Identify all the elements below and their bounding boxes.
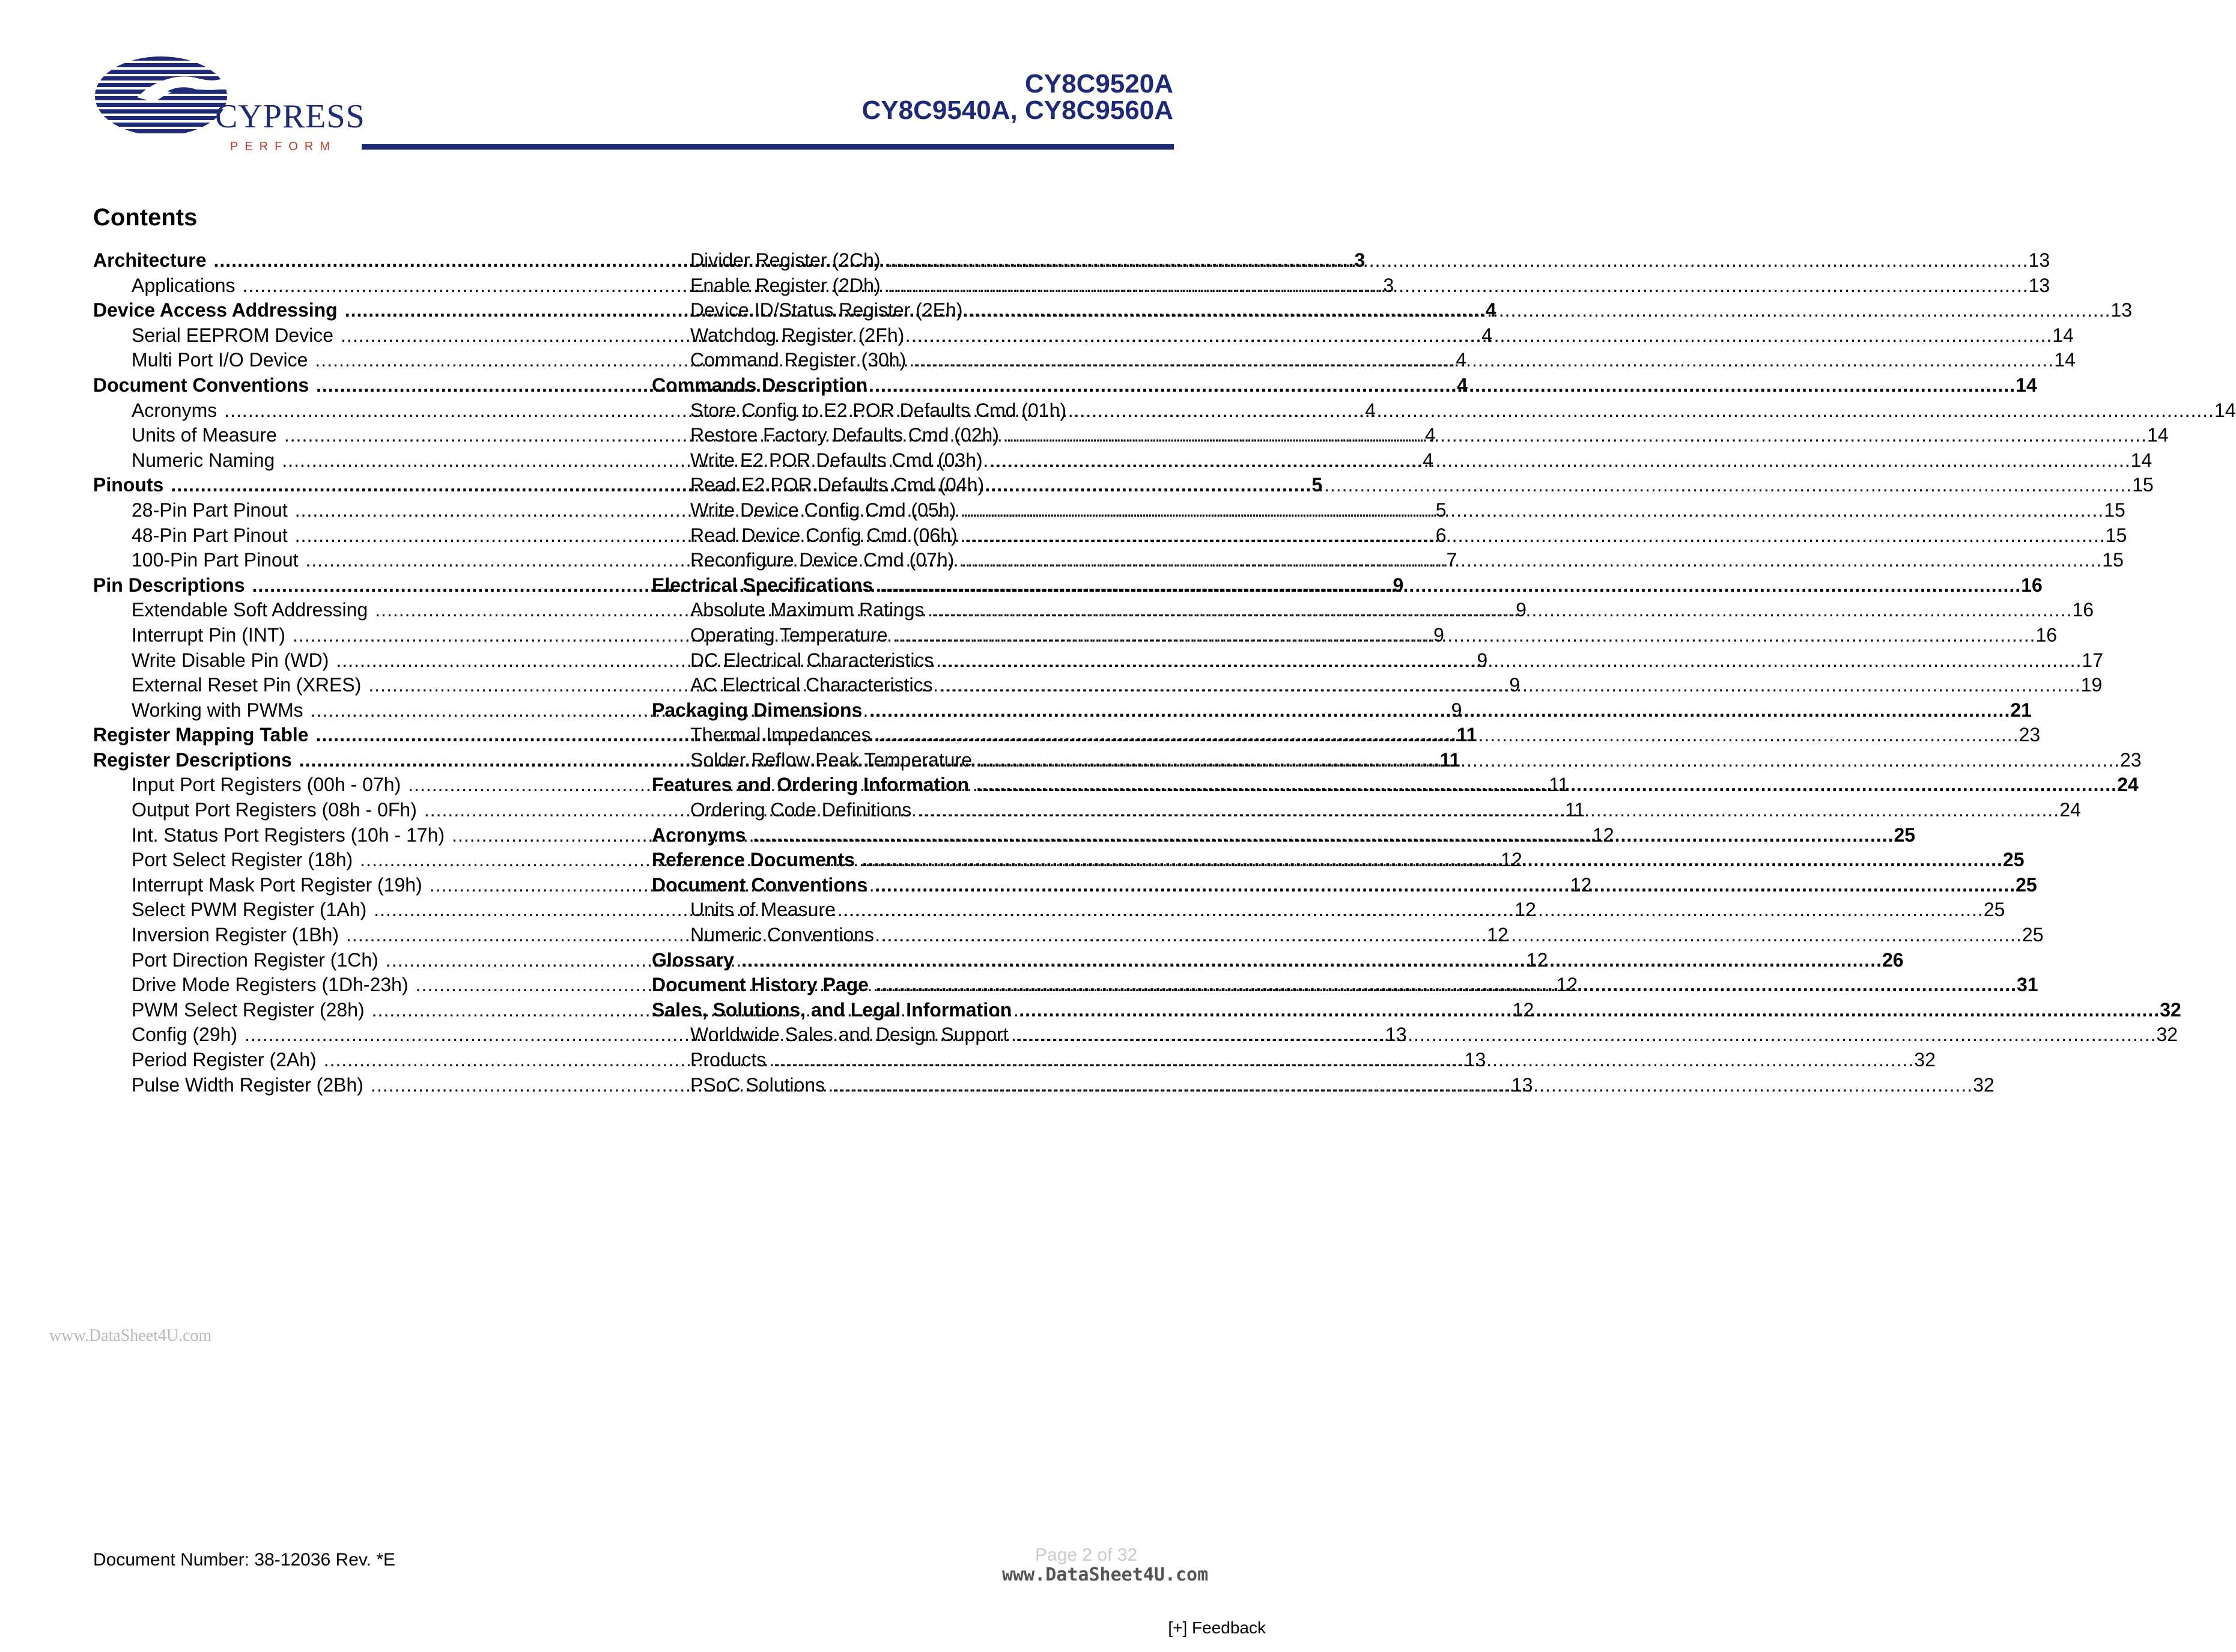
- toc-entry-title: 48-Pin Part Pinout: [132, 524, 288, 546]
- toc-entry-title: Acronyms: [132, 399, 217, 421]
- toc-entry-title: Working with PWMs: [132, 699, 303, 721]
- toc-entry-title: Port Direction Register (1Ch): [132, 949, 378, 971]
- toc-entry-page: 12: [1570, 873, 1592, 896]
- toc-leader-dots: [965, 523, 2106, 548]
- toc-subsection-entry[interactable]: [652, 523, 2127, 548]
- toc-subsection-entry[interactable]: [652, 548, 2124, 573]
- toc-entry-page: 9: [1433, 624, 1444, 646]
- toc-leader-dots: [832, 1073, 1973, 1098]
- toc-leader-dots: [991, 473, 2132, 498]
- contents-heading: Contents: [93, 204, 198, 231]
- toc-leader-dots: [880, 573, 2021, 598]
- toc-entry-title: Command Register (30h): [690, 349, 907, 371]
- toc-entry-page: 12: [1556, 974, 1578, 996]
- toc-subsection-entry[interactable]: [652, 348, 2076, 373]
- toc-entry-title: Packaging Dimensions: [652, 699, 863, 721]
- toc-entry-title: Serial EEPROM Device: [132, 324, 334, 346]
- toc-entry-title: Interrupt Pin (INT): [132, 624, 286, 646]
- toc-leader-dots: [888, 248, 2029, 273]
- toc-entry-title: Int. Status Port Registers (10h - 17h): [132, 824, 445, 846]
- logo-tagline: PERFORM: [230, 140, 336, 153]
- toc-leader-dots: [875, 373, 2016, 398]
- toc-entry-page: 25: [2016, 873, 2037, 896]
- toc-entry-title: Sales, Solutions, and Legal Information: [652, 998, 1012, 1021]
- toc-entry-title: Ordering Code Definitions: [690, 799, 912, 821]
- toc-entry-page: 11: [1456, 724, 1477, 746]
- toc-leader-dots: [963, 498, 2104, 523]
- toc-subsection-entry[interactable]: [652, 673, 2103, 698]
- toc-leader-dots: [878, 723, 2019, 748]
- feedback-link[interactable]: [+] Feedback: [1168, 1618, 1266, 1637]
- toc-entry-page: 11: [1549, 774, 1569, 796]
- toc-subsection-entry[interactable]: [652, 473, 2154, 498]
- toc-leader-dots: [941, 648, 2082, 673]
- toc-entry-title: Watchdog Register (2Fh): [690, 324, 905, 346]
- toc-subsection-entry[interactable]: [652, 448, 2152, 473]
- toc-leader-dots: [970, 298, 2111, 323]
- toc-entry-page: 4: [1485, 299, 1496, 321]
- toc-entry-page: 5: [1311, 474, 1323, 496]
- toc-leader-dots: [876, 973, 2017, 998]
- toc-entry-title: Multi Port I/O Device: [132, 349, 308, 371]
- toc-entry-page: 11: [1439, 749, 1460, 771]
- toc-entry-title: Read E2 POR Defaults Cmd (04h): [690, 474, 985, 496]
- toc-entry-page: 25: [2022, 924, 2044, 946]
- toc-entry-title: Operating Temperature: [690, 624, 888, 646]
- toc-entry-title: Units of Measure: [690, 899, 836, 921]
- toc-leader-dots: [881, 923, 2022, 948]
- toc-leader-dots: [940, 673, 2081, 698]
- toc-entry-title: Inversion Register (1Bh): [132, 924, 339, 946]
- toc-leader-dots: [979, 748, 2120, 773]
- toc-entry-page: 32: [2156, 1024, 2178, 1046]
- toc-subsection-entry[interactable]: [652, 398, 2236, 424]
- toc-entry-title: Absolute Maximum Ratings: [690, 599, 925, 621]
- toc-entry-title: Drive Mode Registers (1Dh-23h): [132, 974, 409, 996]
- toc-entry-page: 13: [1385, 1024, 1407, 1046]
- toc-entry-title: Thermal Impedances: [690, 724, 871, 746]
- toc-leader-dots: [753, 823, 1894, 848]
- toc-entry-page: 23: [2119, 749, 2142, 771]
- toc-subsection-entry[interactable]: [652, 648, 2104, 673]
- toc-entry-title: Units of Measure: [132, 424, 277, 446]
- toc-entry-title: Acronyms: [652, 824, 746, 846]
- toc-leader-dots: [1019, 998, 2160, 1023]
- toc-entry-page: 14: [2130, 449, 2152, 471]
- toc-leader-dots: [862, 848, 2003, 873]
- toc-entry-page: 32: [1914, 1049, 1936, 1070]
- toc-entry-title: Enable Register (2Dh): [690, 274, 881, 296]
- toc-entry-title: Applications: [132, 274, 235, 296]
- toc-entry-page: 13: [2110, 299, 2133, 321]
- toc-entry-title: Features and Ordering Information: [652, 774, 970, 796]
- toc-entry-page: 12: [1593, 824, 1614, 846]
- header-rule: [362, 144, 1174, 150]
- toc-entry-page: 21: [2010, 699, 2032, 721]
- toc-entry-title: Pinouts: [93, 474, 164, 496]
- toc-entry-title: Write E2 POR Defaults Cmd (03h): [690, 449, 983, 471]
- toc-entry-title: Pin Descriptions: [93, 574, 245, 596]
- toc-entry-page: 12: [1526, 949, 1548, 971]
- toc-entry-title: Solder Reflow Peak Temperature: [690, 749, 972, 771]
- toc-entry-page: 15: [2102, 549, 2124, 571]
- toc-entry-page: 24: [2117, 774, 2139, 796]
- toc-entry-title: Write Disable Pin (WD): [132, 649, 329, 671]
- toc-subsection-entry[interactable]: [652, 423, 2169, 448]
- toc-entry-page: 14: [2214, 399, 2236, 421]
- toc-entry-page: 3: [1354, 249, 1366, 271]
- toc-entry-page: 9: [1516, 599, 1527, 621]
- document-number: Document Number: 38-12036 Rev. *E: [93, 1550, 396, 1570]
- toc-entry-page: 12: [1514, 899, 1536, 921]
- toc-leader-dots: [888, 273, 2029, 299]
- page-number: Page 2 of 32: [1035, 1545, 1138, 1565]
- toc-subsection-entry[interactable]: [652, 623, 2058, 648]
- toc-leader-dots: [913, 348, 2054, 373]
- toc-entry-page: 16: [2072, 599, 2094, 621]
- toc-leader-dots: [976, 773, 2117, 798]
- toc-entry-title: DC Electrical Characteristics: [690, 649, 934, 671]
- toc-entry-page: 14: [2052, 324, 2074, 346]
- toc-entry-title: Glossary: [652, 949, 734, 971]
- toc-entry-page: 4: [1457, 374, 1468, 396]
- toc-entry-page: 32: [1973, 1073, 1994, 1096]
- toc-entry-title: External Reset Pin (XRES): [132, 674, 362, 696]
- toc-entry-page: 15: [2105, 524, 2127, 546]
- toc-entry-page: 16: [2021, 574, 2043, 596]
- toc-entry-title: Divider Register (2Ch): [690, 249, 881, 271]
- toc-leader-dots: [741, 948, 1882, 973]
- toc-entry-title: PWM Select Register (28h): [132, 998, 365, 1021]
- toc-entry-page: 25: [1983, 899, 2005, 921]
- toc-entry-page: 4: [1423, 449, 1434, 471]
- toc-leader-dots: [931, 598, 2072, 623]
- toc-entry-page: 3: [1383, 274, 1394, 296]
- watermark: www.DataSheet4U.com: [49, 1326, 212, 1345]
- toc-entry-title: Reference Documents: [652, 849, 855, 871]
- watermark-footer: www.DataSheet4U.com: [1002, 1564, 1209, 1585]
- toc-entry-title: Register Descriptions: [93, 749, 292, 771]
- toc-subsection-entry[interactable]: [652, 298, 2133, 323]
- toc-entry-page: 26: [1882, 949, 1904, 971]
- toc-entry-page: 6: [1435, 524, 1447, 546]
- toc-leader-dots: [911, 323, 2052, 348]
- toc-entry-page: 9: [1477, 649, 1488, 671]
- toc-entry-title: Document History Page: [652, 974, 869, 996]
- toc-entry-title: Store Config to E2 POR Defaults Cmd (01h): [690, 399, 1067, 421]
- toc-entry-page: 15: [2104, 499, 2125, 521]
- toc-entry-page: 12: [1501, 849, 1522, 871]
- toc-entry-page: 7: [1446, 549, 1457, 571]
- toc-subsection-entry[interactable]: [652, 498, 2125, 523]
- cypress-logo: [95, 55, 365, 157]
- toc-leader-dots: [869, 698, 2010, 723]
- toc-section-entry[interactable]: [652, 698, 2032, 723]
- toc-entry-title: Output Port Registers (08h - 0Fh): [132, 799, 417, 821]
- toc-entry-title: Document Conventions: [93, 374, 309, 396]
- toc-entry-page: 15: [2132, 474, 2154, 496]
- toc-entry-page: 12: [1512, 998, 1534, 1021]
- toc-leader-dots: [843, 897, 1984, 923]
- toc-entry-page: 23: [2019, 724, 2041, 746]
- toc-leader-dots: [1006, 423, 2147, 448]
- toc-entry-title: Input Port Registers (00h - 07h): [132, 774, 401, 796]
- toc-entry-title: Write Device Config Cmd (05h): [690, 499, 956, 521]
- toc-entry-title: Restore Factory Defaults Cmd (02h): [690, 424, 999, 446]
- toc-leader-dots: [919, 798, 2059, 823]
- toc-entry-title: 28-Pin Part Pinout: [132, 499, 288, 521]
- cypress-globe-icon: [95, 55, 365, 157]
- toc-entry-title: Reconfigure Device Cmd (07h): [690, 549, 955, 571]
- toc-entry-title: Extendable Soft Addressing: [132, 599, 368, 621]
- toc-entry-title: Period Register (2Ah): [132, 1049, 317, 1070]
- toc-entry-title: Worldwide Sales and Design Support: [690, 1024, 1009, 1046]
- toc-entry-page: 19: [2080, 674, 2103, 696]
- toc-leader-dots: [895, 623, 2035, 648]
- toc-entry-page: 13: [1511, 1073, 1533, 1096]
- toc-leader-dots: [1015, 1022, 2156, 1048]
- toc-entry-title: AC Electrical Characteristics: [690, 674, 933, 696]
- toc-entry-title: 100-Pin Part Pinout: [132, 549, 299, 571]
- logo-wordmark: CYPRESS: [215, 98, 365, 135]
- toc-entry-title: Commands Description: [652, 374, 868, 396]
- toc-entry-page: 12: [1487, 924, 1508, 946]
- toc-entry-page: 9: [1509, 674, 1521, 696]
- toc-entry-page: 4: [1424, 424, 1436, 446]
- toc-entry-page: 17: [2082, 649, 2104, 671]
- toc-entry-title: Read Device Config Cmd (06h): [690, 524, 958, 546]
- toc-section-entry[interactable]: [652, 373, 2037, 398]
- toc-entry-title: Products: [690, 1049, 767, 1070]
- toc-entry-page: 25: [1894, 824, 1916, 846]
- toc-entry-title: Config (29h): [132, 1024, 238, 1046]
- toc-entry-title: Architecture: [93, 249, 207, 271]
- toc-subsection-entry[interactable]: [652, 323, 2074, 348]
- toc-entry-title: Select PWM Register (1Ah): [132, 899, 367, 921]
- toc-subsection-entry[interactable]: [652, 248, 2050, 273]
- toc-entry-page: 4: [1481, 324, 1492, 346]
- toc-entry-title: Device Access Addressing: [93, 299, 338, 321]
- toc-entry-page: 31: [2016, 974, 2038, 996]
- toc-entry-page: 24: [2059, 799, 2081, 821]
- toc-entry-title: Electrical Specifications: [652, 574, 873, 596]
- toc-subsection-entry[interactable]: [652, 598, 2094, 623]
- toc-entry-title: Pulse Width Register (2Bh): [132, 1073, 363, 1096]
- toc-entry-page: 11: [1564, 799, 1585, 821]
- toc-leader-dots: [773, 1048, 1914, 1073]
- toc-entry-title: PSoC Solutions: [690, 1073, 825, 1096]
- toc-entry-title: Device ID/Status Register (2Eh): [690, 299, 963, 321]
- toc-entry-page: 13: [1464, 1049, 1486, 1070]
- toc-entry-page: 16: [2035, 624, 2058, 646]
- toc-leader-dots: [961, 548, 2102, 573]
- toc-section-entry[interactable]: [652, 573, 2043, 598]
- toc-entry-page: 9: [1393, 574, 1404, 596]
- toc-leader-dots: [875, 873, 2016, 898]
- toc-entry-page: 13: [2028, 249, 2050, 271]
- toc-entry-title: Interrupt Mask Port Register (19h): [132, 873, 422, 896]
- part-number-line1: CY8C9520A: [1024, 69, 1173, 99]
- toc-entry-page: 4: [1365, 399, 1376, 421]
- toc-entry-title: Document Conventions: [652, 873, 868, 896]
- toc-subsection-entry[interactable]: [652, 273, 2050, 299]
- toc-entry-title: Numeric Naming: [132, 449, 275, 471]
- toc-entry-page: 4: [1456, 349, 1467, 371]
- toc-entry-page: 25: [2002, 849, 2025, 871]
- toc-leader-dots: [1074, 398, 2214, 424]
- toc-entry-page: 13: [2028, 274, 2050, 296]
- toc-entry-page: 14: [2054, 349, 2076, 371]
- toc-entry-title: Register Mapping Table: [93, 724, 309, 746]
- toc-entry-title: Port Select Register (18h): [132, 849, 353, 871]
- toc-entry-page: 9: [1451, 699, 1462, 721]
- part-number-line2: CY8C9540A, CY8C9560A: [861, 96, 1173, 125]
- toc-entry-title: Numeric Conventions: [690, 924, 874, 946]
- toc-leader-dots: [990, 448, 2131, 473]
- toc-entry-page: 32: [2160, 998, 2181, 1021]
- toc-entry-page: 5: [1435, 499, 1447, 521]
- toc-entry-page: 14: [2146, 424, 2169, 446]
- toc-entry-page: 14: [2016, 374, 2037, 396]
